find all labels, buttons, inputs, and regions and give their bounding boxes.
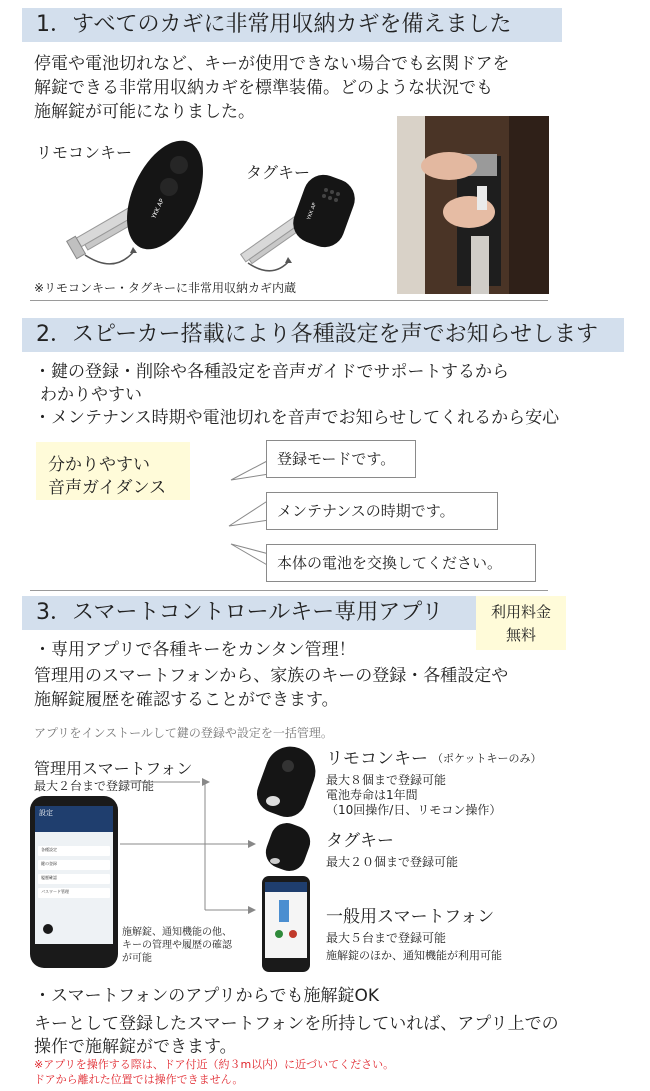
- section1-heading: 1．すべてのカギに非常用収納カギを備えました: [22, 8, 562, 42]
- door-key-photo: [397, 116, 549, 294]
- fee-line-2: 無料: [505, 626, 536, 644]
- divider-2: [30, 590, 548, 591]
- app-row-3-label: 履歴確認: [41, 875, 57, 880]
- general-app-unlock-button: [289, 930, 297, 938]
- tag-light-icon: [270, 858, 280, 864]
- tag-key-illustration: [228, 168, 358, 278]
- remocon-light-icon: [266, 796, 280, 806]
- remocon-paren: （ポケットキーのみ）: [432, 752, 542, 765]
- voice-bubble-1: 登録モードです。: [266, 440, 416, 478]
- voice-bubble-3: 本体の電池を交換してください。: [266, 544, 536, 582]
- admin-note-line-1: 施解錠、通知機能の他、: [122, 927, 232, 938]
- section1-line-2: 解錠できる非常用収納カギを標準装備。どのような状況でも: [34, 78, 493, 98]
- tag-logo-text: YKK AP: [306, 202, 318, 221]
- section1-line-3: 施解錠が可能になりました。: [34, 102, 255, 122]
- admin-note-line-3: が可能: [122, 953, 152, 964]
- voice-guide-line-2: 音声ガイダンス: [48, 478, 167, 498]
- general-phone-screen: [265, 882, 307, 958]
- general-app-header: [265, 882, 307, 892]
- admin-phone-screen: [35, 806, 113, 944]
- general-detail-2: 施解錠のほか、通知機能が利用可能: [326, 949, 502, 962]
- general-detail-1: 最大５台まで登録可能: [326, 931, 447, 945]
- section2-heading: 2．スピーカー搭載により各種設定を声でお知らせします: [22, 318, 624, 352]
- section3-line-1: 管理用のスマートフォンから、家族のキーの登録・各種設定や: [34, 666, 509, 686]
- remocon-button-icon: [282, 760, 294, 772]
- app-row-2-label: 鍵の登録: [41, 861, 57, 866]
- red-note-1: ※アプリを操作する際は、ドア付近（約３m以内）に近づいてください。: [34, 1058, 395, 1071]
- tag-detail-1: 最大２０個まで登録可能: [326, 855, 459, 869]
- general-phone-name: 一般用スマートフォン: [326, 907, 495, 927]
- remocon-detail-3: （10回操作/日、リモコン操作）: [326, 803, 502, 817]
- remocon-logo-text: YKK AP: [150, 197, 166, 220]
- connector-arrows: [120, 760, 260, 920]
- remocon-detail-1: 最大８個まで登録可能: [326, 773, 447, 787]
- remocon-name: リモコンキー: [326, 749, 428, 769]
- fee-line-1: 利用料金: [490, 603, 551, 621]
- tag-name: タグキー: [326, 831, 394, 851]
- app-fab-icon: [43, 924, 53, 934]
- section3-line2-2: 操作で施解錠ができます。: [34, 1037, 237, 1057]
- admin-note-line-2: キーの管理や履歴の確認: [122, 940, 232, 951]
- section2-bullet-1b: わかりやすい: [40, 385, 142, 405]
- section3-bullet-2: ・スマートフォンのアプリからでも施解錠OK: [34, 986, 379, 1006]
- app-row-1-label: 各種設定: [41, 847, 57, 852]
- general-app-door-icon: [279, 900, 289, 922]
- app-title: 設定: [39, 809, 53, 817]
- remocon-key-image: [252, 740, 323, 823]
- admin-phone-sub: 最大２台まで登録可能: [34, 779, 155, 793]
- admin-phone-title: 管理用スマートフォン: [34, 759, 193, 778]
- tag-key-image: [261, 819, 314, 876]
- app-row-4-label: パスワード管理: [41, 889, 69, 894]
- section3-line2-1: キーとして登録したスマートフォンを所持していれば、アプリ上での: [34, 1014, 559, 1034]
- section3-heading: 3．スマートコントロールキー専用アプリ: [22, 596, 482, 630]
- remocon-detail-2: 電池寿命は1年間: [326, 788, 418, 802]
- section1-line-1: 停電や電池切れなど、キーが使用できない場合でも玄関ドアを: [34, 54, 510, 74]
- section3-gray-note: アプリをインストールして鍵の登録や設定を一括管理。: [34, 726, 333, 740]
- general-phone-image: [262, 876, 310, 972]
- general-app-lock-button: [275, 930, 283, 938]
- section1-note: ※リモコンキー・タグキーに非常用収納カギ内蔵: [34, 281, 297, 295]
- section3-bullet: ・専用アプリで各種キーをカンタン管理！: [34, 640, 356, 660]
- red-note-2: ドアから離れた位置では操作できません。: [34, 1073, 244, 1086]
- divider-1: [30, 300, 548, 301]
- section2-bullet-2: ・メンテナンス時期や電池切れを音声でお知らせしてくれるから安心: [34, 408, 560, 428]
- remocon-key-illustration: [55, 135, 225, 275]
- admin-phone-image: [30, 796, 118, 968]
- voice-bubble-2: メンテナンスの時期です。: [266, 492, 498, 530]
- section3-line-2: 施解錠履歴を確認することができます。: [34, 690, 339, 710]
- remocon-key-label: リモコンキー: [36, 143, 133, 162]
- voice-guide-line-1: 分かりやすい: [48, 455, 150, 475]
- section2-bullet-1a: ・鍵の登録・削除や各種設定を音声ガイドでサポートするから: [34, 362, 509, 382]
- tag-key-label: タグキー: [246, 163, 311, 182]
